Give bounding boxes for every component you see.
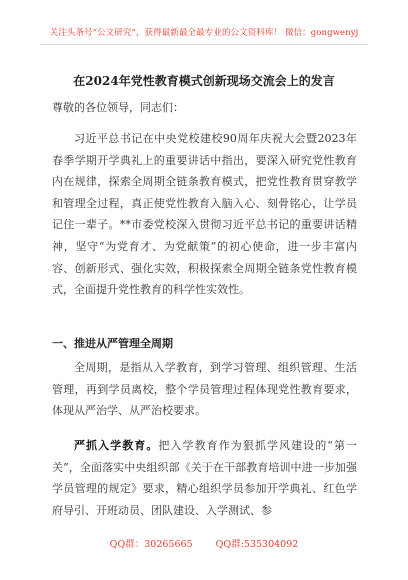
- header-divider: [40, 44, 368, 45]
- paragraph-intro: 习近平总书记在中央党校建校90周年庆祝大会暨2023年春季学期开学典礼上的重要讲话中指出，要深入研究党性教育内在规律，探索全周期全链条教育模式，把党性教育贯穿教学和管理全过程，真正使党性教育入脑入心、刻骨铭心，让学员记住一辈子。**市委党校深入贯彻习近平总书记的重要讲话精神，坚守“为党育才、为党献策”的初心使命，进一步丰富内容、创新形式、强化实效，积极探索全周期全链条党性教育模式，全面提升党性教育的科学性实效性。: [52, 132, 357, 297]
- qq-group-1: QQ群：30265665: [109, 539, 193, 550]
- qq-group-2: QQ群:535304092: [215, 539, 299, 550]
- paragraph-entrance-education: [52, 435, 357, 521]
- document-title: 在2024年党性教育模式创新现场交流会上的发言: [73, 74, 335, 88]
- section-heading-1: 一、推进从严管理全周期: [52, 337, 173, 350]
- salutation: 尊敬的各位领导，同志们：: [52, 101, 184, 114]
- paragraph-full-cycle: 全周期，是指从入学教育，到学习管理、组织管理、生活管理，再到学员离校，整个学员管理过程体现党性教育要求，体现从严治学、从严治校要求。: [52, 361, 357, 418]
- paragraph-body: 把入学教育作为狠抓学风建设的“第一关”，全面落实中央组织部《关于在干部教育培训中进一步加强学员管理的规定》要求，精心组织学员参加开学典礼、红色学府导引、开班动员、团队建设、入学测试、参: [52, 439, 358, 517]
- paragraph-lead: 严抓入学教育。: [74, 439, 159, 452]
- footer: [0, 536, 408, 550]
- promo-header: 关注头条号“公文研究”，获得最新最全最专业的公文资料库！ 微信：gongwenyj: [49, 28, 359, 38]
